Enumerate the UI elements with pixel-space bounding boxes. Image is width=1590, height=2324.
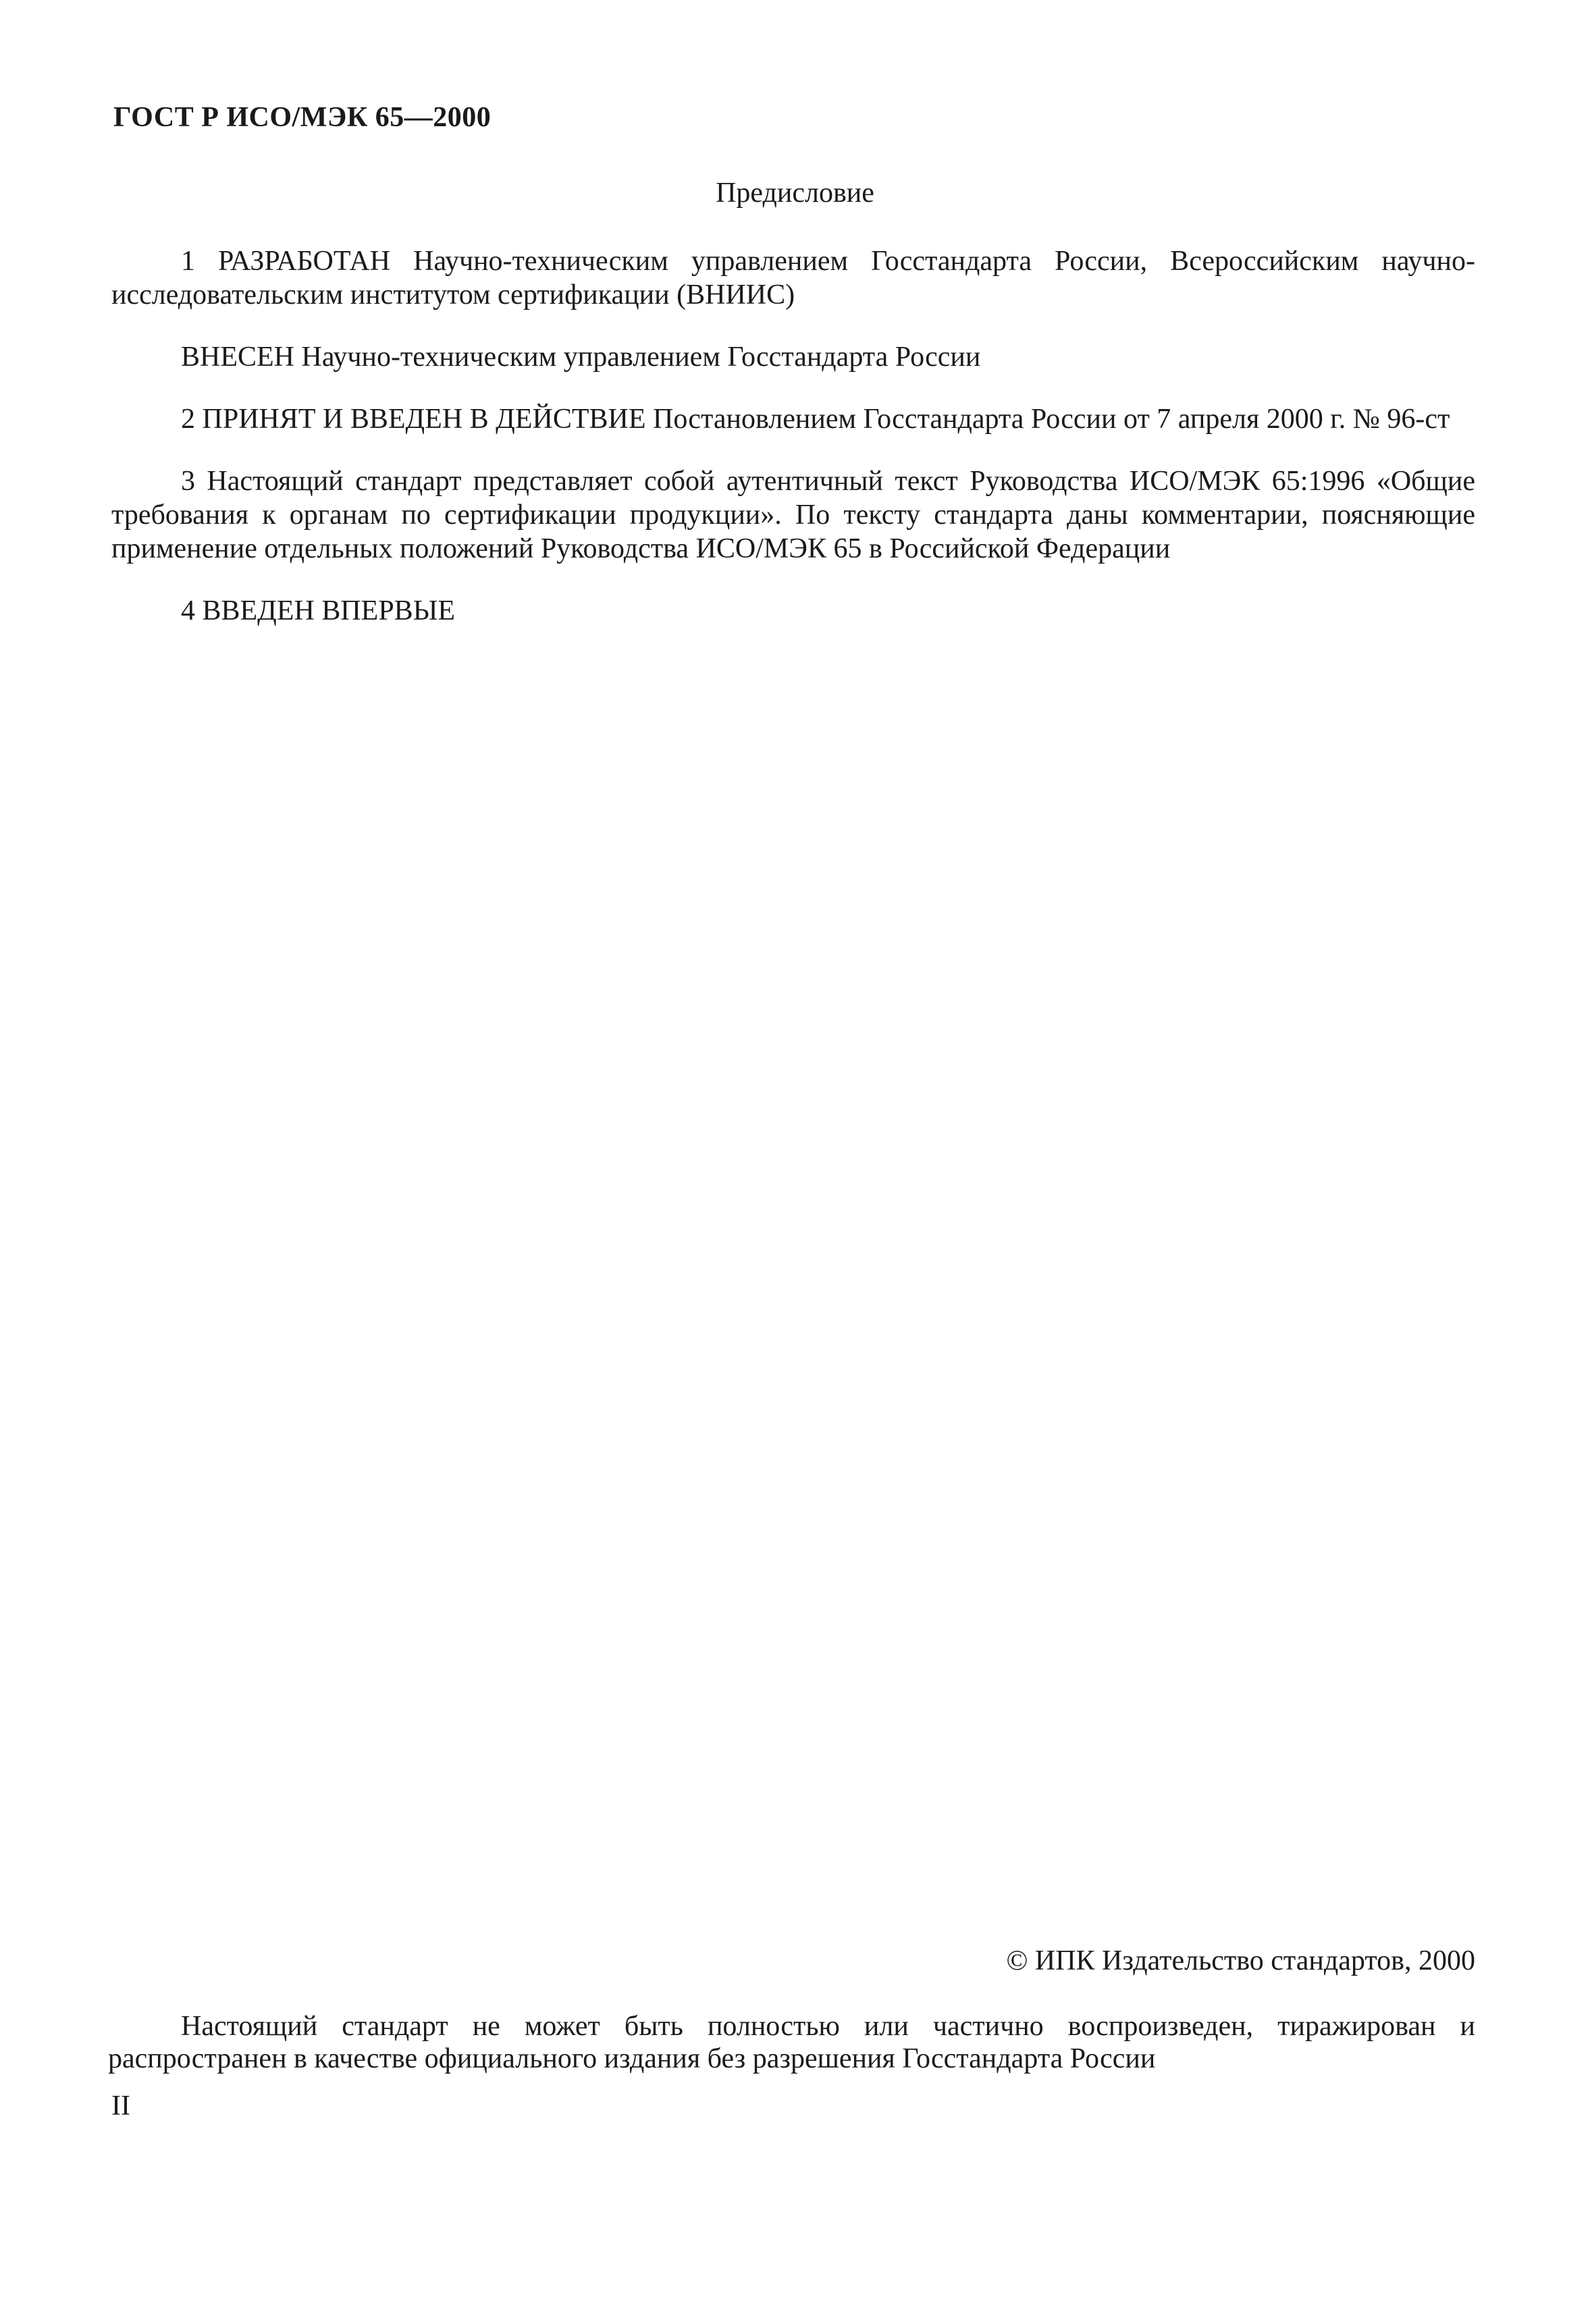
preface-paragraph-4: 3 Настоящий стандарт представляет собой аутентичный текст Руководства ИСО/МЭК 65:1996 «Общие требования к органам по сертификации продукции». По тексту стандарта даны комментарии, поясняющие применение отдельных положений Руководства ИСО/МЭК 65 в Российской Федерации	[111, 466, 1475, 564]
reproduction-notice: Настоящий стандарт не может быть полностью или частично воспроизведен, тиражирован и распространен в качестве официального издания без разрешения Госстандарта России	[108, 2011, 1475, 2074]
preface-paragraph-5: 4 ВВЕДЕН ВПЕРВЫЕ	[181, 595, 455, 626]
preface-paragraph-1: 1 РАЗРАБОТАН Научно-техническим управлением Госстандарта России, Всероссийским научно-исследовательским институтом сертификации (ВНИИС)	[111, 246, 1475, 310]
section-title: Предисловие	[716, 178, 874, 209]
page-number: II	[111, 2090, 130, 2122]
preface-body	[111, 244, 1475, 656]
copyright-line: © ИПК Издательство стандартов, 2000	[1006, 1945, 1475, 1976]
preface-paragraph-3: 2 ПРИНЯТ И ВВЕДЕН В ДЕЙСТВИЕ Постановлением Госстандарта России от 7 апреля 2000 г. № 96-ст	[181, 404, 1450, 435]
document-header: ГОСТ Р ИСО/МЭК 65—2000	[113, 102, 492, 133]
preface-paragraph-2: ВНЕСЕН Научно-техническим управлением Госстандарта России	[181, 342, 981, 373]
